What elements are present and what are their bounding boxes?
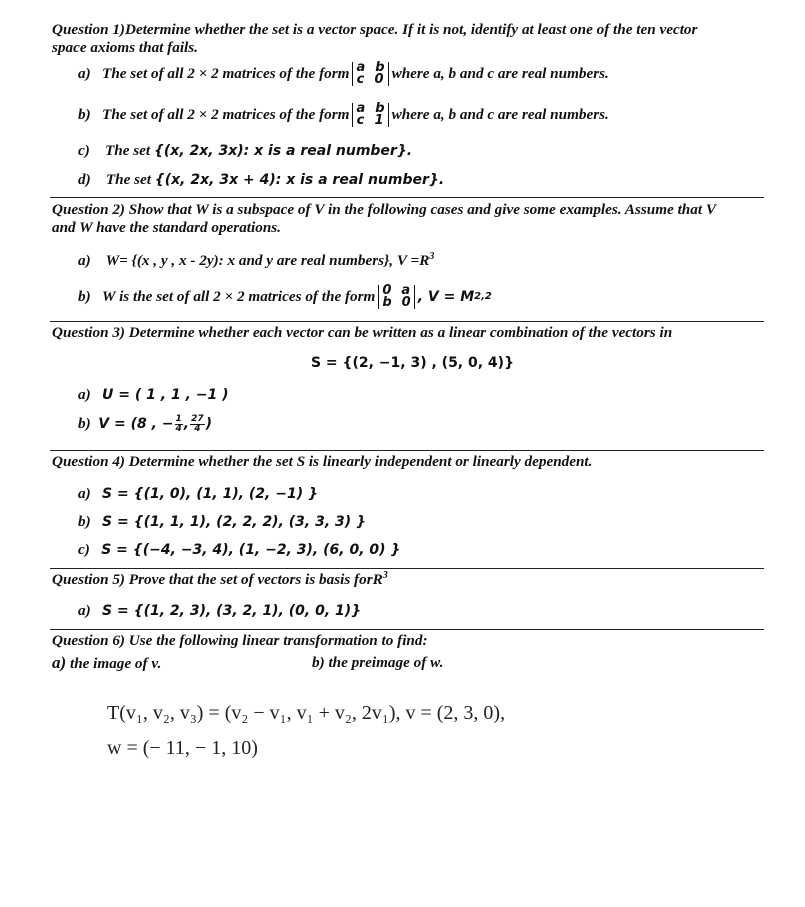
q1-b-label: b) [78,106,91,123]
q1-a-matrix [352,62,388,86]
q5-heading [52,571,388,589]
matrix-cell: b [375,101,385,116]
matrix-cell: b [375,60,385,75]
fraction-denominator: 4 [194,423,201,434]
q6-a-text: the image of v. [69,655,162,672]
q2-a-sup: 3 [429,250,435,262]
q3-a-label: a) [78,386,91,403]
q4-heading: Question 4) Determine whether the set S is linearly independent or linearly dependent. [52,453,593,470]
q2-item-a [78,252,434,270]
q4-b-text: S = {(1, 1, 1), (2, 2, 2), (3, 3, 3) } [102,514,367,530]
q4-b-label: b) [78,513,91,530]
q2-b-post: , V = M [417,289,475,305]
divider [50,450,764,451]
q1-d-text: The set [105,171,151,188]
divider [50,568,764,569]
q1-b-matrix [352,103,388,127]
q6-equation-line2: w = (− 11, − 1, 10) [107,737,258,759]
q5-sup: 3 [382,569,388,581]
matrix-cell: 0 [382,283,392,298]
divider [50,197,764,198]
q2-heading-line2: and W have the standard operations. [52,219,281,236]
q5-heading-text: Question 5) Prove that the set of vectors is basis forR [52,571,383,588]
q2-b-text: W is the set of all 2 × 2 matrices of the form [102,288,376,305]
q3-set: S = {(2, −1, 3) , (5, 0, 4)} [310,355,515,371]
fraction-denominator: 4 [175,423,182,434]
q2-b-matrix [378,285,414,309]
matrix-cell: c [356,72,365,87]
matrix-cell: a [356,101,366,116]
q2-b-label: b) [78,288,91,305]
q1-item-a [78,58,609,90]
q4-a-text: S = {(1, 0), (1, 1), (2, −1) } [102,486,318,502]
q2-item-b: b) W is the set of all 2 × 2 matrices of the form 0 a b 0 , V = M 2,2 [78,283,492,310]
q1-item-b [78,99,609,131]
q3-b-text: V = (8 , − [98,416,174,432]
q2-a-label: a) [78,252,91,269]
q2-heading-line1: Question 2) Show that W is a subspace of V in the following cases and give some examples. Assume that V [52,201,716,218]
q3-item-a [78,386,229,404]
q1-b-post: where a, b and c are real numbers. [391,106,609,123]
q1-heading-line1: Question 1)Determine whether the set is a vector space. If it is not, identify at least one of the ten vector [52,21,698,38]
q1-a-text: The set of all 2 × 2 matrices of the form [102,65,350,82]
q1-item-d [78,171,444,189]
q1-d-label: d) [78,171,91,188]
matrix-cell: a [356,60,366,75]
q6-heading: Question 6) Use the following linear transformation to find: [52,632,428,649]
matrix-cell: 1 [374,113,384,128]
q3-item-b [78,410,212,438]
q1-b-text: The set of all 2 × 2 matrices of the form [102,106,350,123]
close-paren: ) [205,416,213,432]
matrix-cell: c [356,113,365,128]
matrix-cell: 0 [401,295,411,310]
q3-a-text: U = ( 1 , 1 , −1 ) [102,387,229,403]
q6-item-a [52,653,161,673]
q4-item-c [78,541,400,559]
fraction [175,415,183,434]
matrix-cell: 0 [374,72,384,87]
q1-item-c [78,142,412,160]
q4-item-b [78,513,366,531]
fraction [190,415,205,434]
q6-a-label: a) [52,653,67,672]
matrix-cell: a [401,283,411,298]
q4-a-label: a) [78,485,91,502]
q4-c-label: c) [78,541,90,558]
q1-a-label: a) [78,65,91,82]
q5-a-label: a) [78,602,91,619]
fraction-numerator: 1 [175,413,182,424]
divider [50,629,764,630]
q4-item-a [78,485,318,503]
q4-c-text: S = {(−4, −3, 4), (1, −2, 3), (6, 0, 0) } [101,542,401,558]
comma: , [183,416,190,432]
q6-item-b: b) the preimage of w. [312,654,444,671]
q6-equation-line1: T(v₁, v₂, v₃) = (v₂ − v₁, v₁ + v₂, 2v₁), v = (2, 3, 0), [107,702,506,724]
q1-c-math: {(x, 2x, 3x): x is a real number}. [153,143,413,159]
q1-d-math: {(x, 2x, 3x + 4): x is a real number}. [154,172,445,188]
q3-b-label: b) [78,415,91,432]
divider [50,321,764,322]
q5-item-a [78,602,361,620]
q1-a-post: where a, b and c are real numbers. [391,65,609,82]
q1-c-label: c) [78,142,90,159]
q1-c-text: The set [105,142,151,159]
q1-heading-line2: space axioms that fails. [52,39,198,56]
q3-heading: Question 3) Determine whether each vector can be written as a linear combination of the vectors in [52,324,673,341]
q5-a-text: S = {(1, 2, 3), (3, 2, 1), (0, 0, 1)} [102,603,362,619]
fraction-numerator: 27 [191,413,204,424]
matrix-cell: b [382,295,392,310]
q2-a-text: W= {(x , y , x - 2y): x and y are real numbers}, V =R [105,252,430,269]
